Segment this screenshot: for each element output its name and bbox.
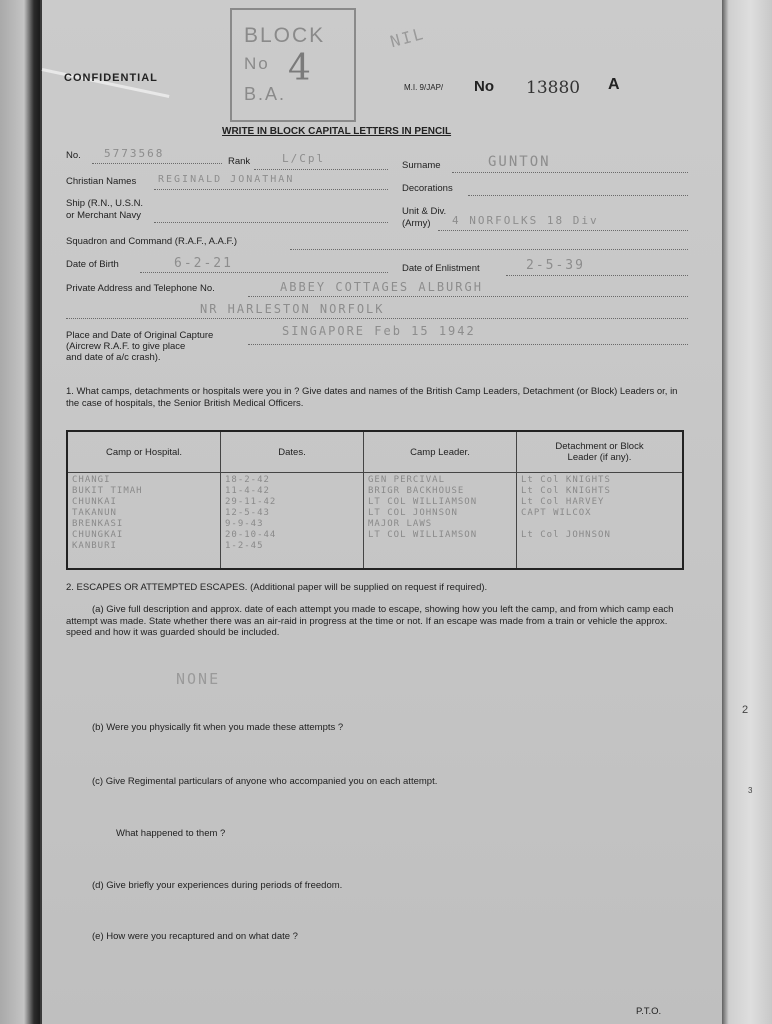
detachment-leader: CAPT WILCOX [521,508,592,518]
rank-value: L/Cpl [282,152,326,165]
question-2d: (d) Give briefly your experiences during periods of freedom. [92,880,343,891]
question-2b: (b) Were you physically fit when you made these attempts ? [92,722,344,733]
camp-name: BUKIT TIMAH [72,486,143,496]
unit-value: 4 NORFOLKS 18 Div [452,214,599,227]
col-dates: Dates. [221,431,364,473]
pto-label: P.T.O. [636,1006,662,1017]
enlistment-label: Date of Enlistment [402,263,480,274]
camp-name: CHUNGKAI [72,530,124,540]
col-camp: Camp or Hospital. [67,431,221,473]
capture-label-2: (Aircrew R.A.F. to give place [66,341,186,352]
camp-date: 11-4-42 [225,486,270,496]
squadron-label: Squadron and Command (R.A.F., A.A.F.) [66,236,238,247]
camp-date: 1-2-45 [225,541,264,551]
surname-value: GUNTON [488,154,551,170]
margin-mark: 3 [748,786,753,795]
detachment-leader: Lt Col HARVEY [521,497,605,507]
detachments-cell [517,473,684,570]
camp-name: CHUNKAI [72,497,117,507]
detachment-leader: Lt Col KNIGHTS [521,486,611,496]
right-page-edge [718,0,772,1024]
address-label: Private Address and Telephone No. [66,283,215,294]
camp-date: 12-5-43 [225,508,270,518]
answer-2a: NONE [176,670,221,688]
section2-heading: 2. ESCAPES OR ATTEMPTED ESCAPES. (Additional paper will be supplied on request if required). [66,582,488,593]
block-capitals-instruction: WRITE IN BLOCK CAPITAL LETTERS IN PENCIL [222,126,452,137]
dates-cell [221,473,364,570]
unit-label-1: Unit & Div. [402,206,447,217]
christian-names-value: REGINALD JONATHAN [158,174,295,185]
surname-label: Surname [402,160,441,171]
capture-label-3: and date of a/c crash). [66,352,161,363]
camp-date: 9-9-43 [225,519,264,529]
stamp-line1: BLOCK [244,24,326,47]
col-detachment-leader: Detachment or Block Leader (if any). [517,431,684,473]
question-2e: (e) How were you recaptured and on what date ? [92,931,298,942]
serial-number: 13880 [526,78,581,98]
margin-mark: 2 [742,704,749,716]
question-2c: (c) Give Regimental particulars of anyone who accompanied you on each attempt. [92,776,438,787]
camp-name: KANBURI [72,541,117,551]
address-line1: ABBEY COTTAGES ALBURGH [280,280,483,294]
number-label: No [474,78,494,95]
camp-leader: LT COL JOHNSON [368,508,458,518]
enlistment-value: 2-5-39 [526,258,585,273]
camp-name: CHANGI [72,475,111,485]
capture-value: SINGAPORE Feb 15 1942 [282,324,476,338]
camp-leader: BRIGR BACKHOUSE [368,486,465,496]
rank-label: Rank [228,156,251,167]
camp-date: 29-11-42 [225,497,277,507]
camp-leader: LT COL WILLIAMSON [368,497,478,507]
section1-question: 1. What camps, detachments or hospitals were you in ? Give dates and names of the British Camp Leaders, Detachment (or Block) Leaders or, in the case of hospitals, the Senior British Medical Officers. [66,386,678,409]
form-sheet [42,0,722,1024]
detachment-leader: Lt Col KNIGHTS [521,475,611,485]
camp-date: 20-10-44 [225,530,277,540]
camps-table-header [67,431,683,473]
stamp-number: 4 [288,48,313,89]
ship-label-1: Ship (R.N., U.S.N. [66,198,144,209]
address-line2: NR HARLESTON NORFOLK [200,302,385,316]
left-page-edge [0,0,40,1024]
block-stamp [230,8,356,122]
pencil-mark: NIL [388,23,427,52]
dob-label: Date of Birth [66,259,119,270]
unit-label-2: (Army) [402,218,431,229]
camp-leader: LT COL WILLIAMSON [368,530,478,540]
ship-label-2: or Merchant Navy [66,210,141,221]
col-camp-leader: Camp Leader. [364,431,517,473]
no-label: No. [66,150,81,161]
camp-date: 18-2-42 [225,475,270,485]
question-2a: (a) Give full description and approx. date of each attempt you made to escape, showing how you left the camp, and from which camp each attempt was made. State whether there was an air-raid in progress at the time or not. If an escape was made from a train or vehicle the approx. speed and how it was guarded should be included. [66,604,674,638]
detachment-leader: Lt Col JOHNSON [521,530,611,540]
camps-table [66,430,684,570]
capture-label-1: Place and Date of Original Capture [66,330,214,341]
camp-name: TAKANUN [72,508,117,518]
decorations-label: Decorations [402,183,453,194]
question-2c-sub: What happened to them ? [116,828,226,839]
camp-name: BRENKASI [72,519,124,529]
service-number: 5773568 [104,147,165,160]
detachment-leader [521,519,678,530]
confidential-label: CONFIDENTIAL [64,72,158,84]
table-row [67,473,683,570]
stamp-line3: B.A. [244,84,287,104]
leaders-cell [364,473,517,570]
camp-leader: GEN PERCIVAL [368,475,446,485]
camp-leader: MAJOR LAWS [368,519,433,529]
dob-value: 6-2-21 [174,256,233,271]
serial-suffix: A [608,76,620,93]
stamp-line2: No [244,54,270,73]
form-reference: M.I. 9/JAP/ [404,83,444,92]
christian-names-label: Christian Names [66,176,137,187]
camps-cell [67,473,221,570]
